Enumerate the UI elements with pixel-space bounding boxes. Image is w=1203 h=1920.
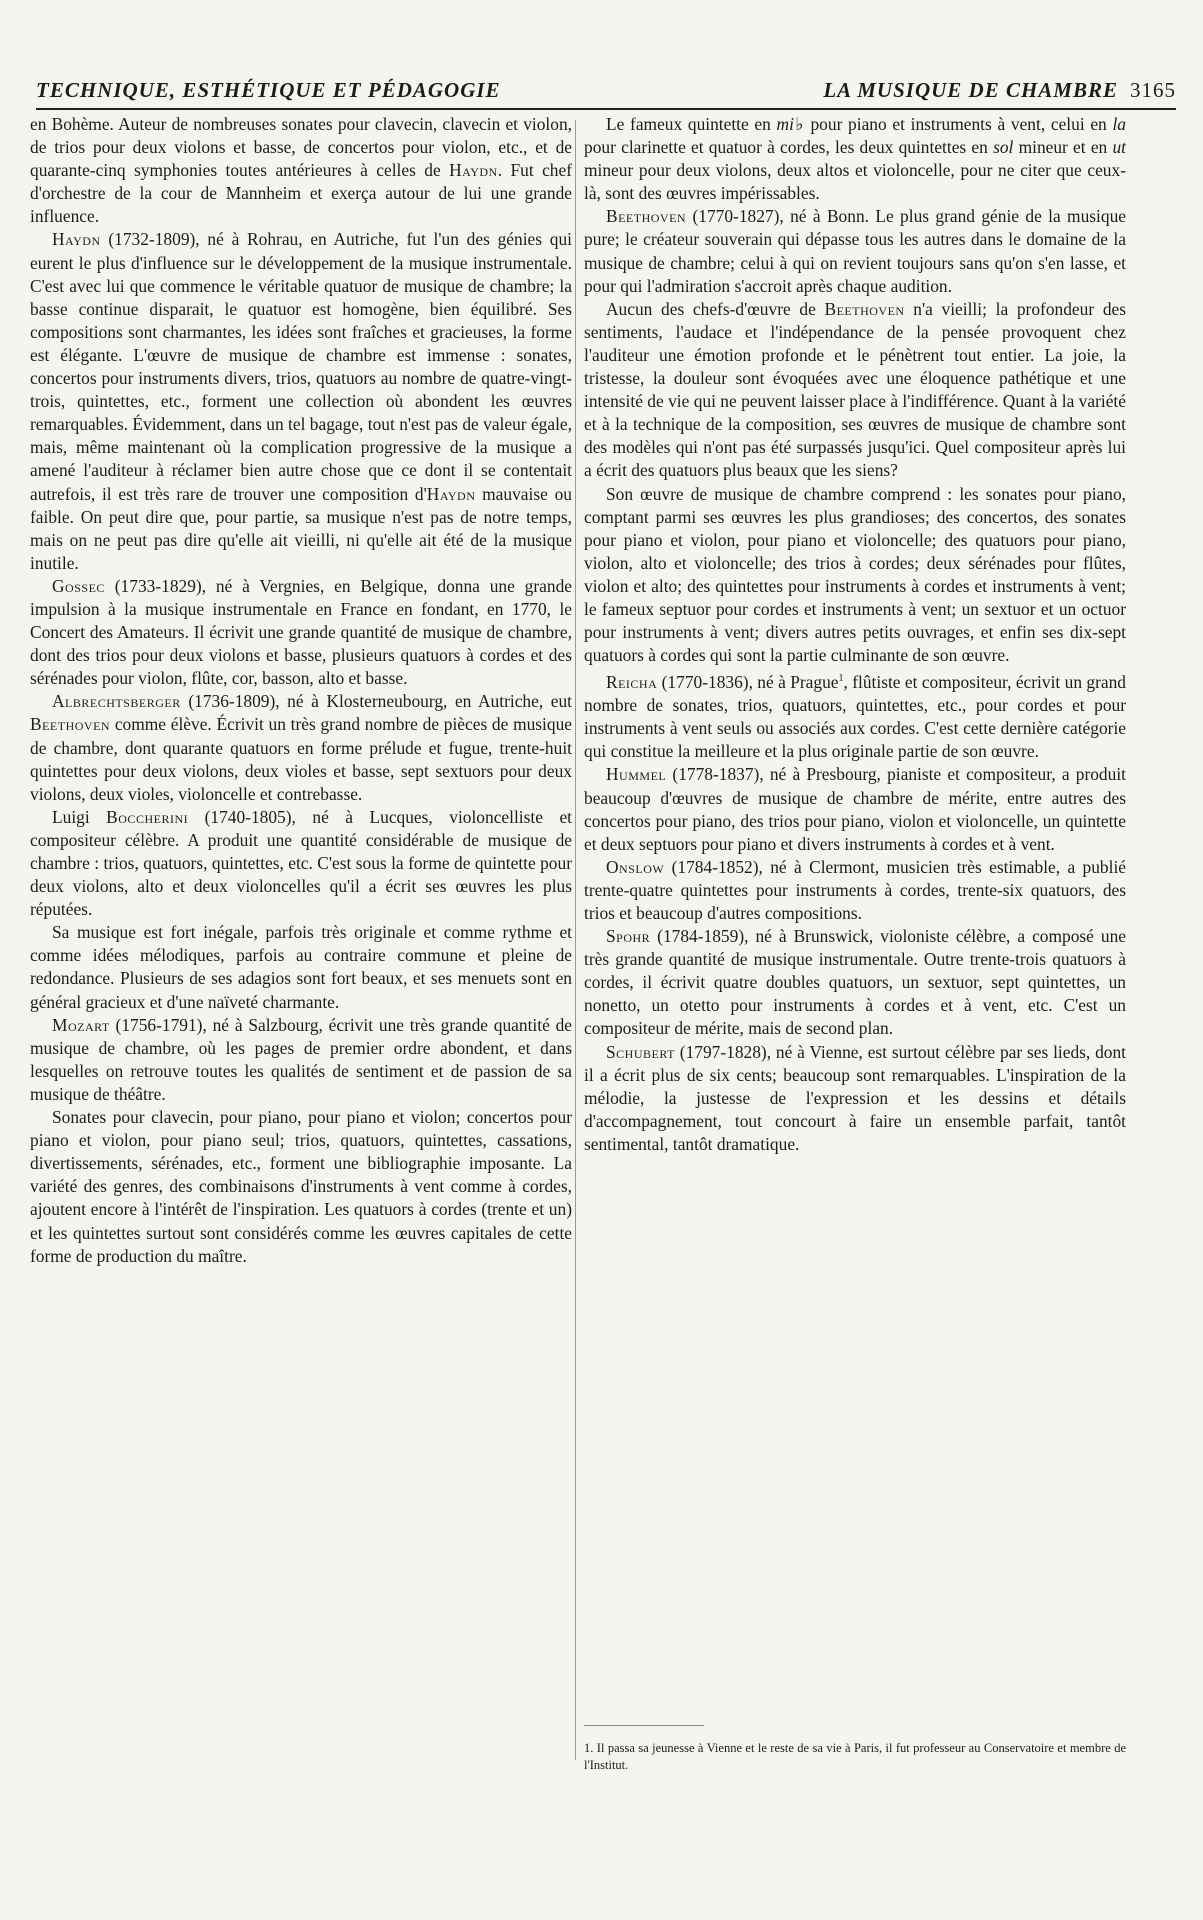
text-run: (1797-1828), né à Vienne, est surtout célèbre par ses lieds, dont il a écrit plus de six cents; beaucoup sont remarquables. L'inspiration de la mélodie, la justesse de l'expression et les dessins et détails d'accompagnement, tout concourt à faire un ensemble parfait, tantôt sentimental, tantôt dramatique. bbox=[584, 1041, 1126, 1154]
text-run: (1770-1836), né à Prague bbox=[657, 672, 839, 693]
composer-name: Beethoven bbox=[606, 206, 687, 227]
text-run: (1736-1809), né à Klosterneubourg, en Autriche, eut bbox=[180, 691, 572, 712]
header-right-title: LA MUSIQUE DE CHAMBRE bbox=[823, 78, 1118, 102]
composer-name: Schubert bbox=[606, 1041, 675, 1062]
left-column bbox=[30, 113, 572, 1268]
footnote bbox=[584, 1740, 1126, 1774]
running-header bbox=[36, 74, 1176, 110]
footnote-ref: 1 bbox=[838, 673, 844, 685]
text-run: mauvaise ou faible. On peut dire que, pour partie, sa musique n'est pas de notre temps, mais on ne peut pas dire qu'elle ait vieilli, ni qu'elle ait été de la musique inutile. bbox=[30, 483, 572, 573]
text-run: , flûtiste et compositeur, écrivit un grand nombre de sonates, trios, quatuors, quintettes, etc., pour cordes et pour instruments à vent seuls ou associés aux cordes. C'est cette dernière catégorie qui constitue la meilleure et la plus originale partie de son œuvre. bbox=[584, 672, 1126, 762]
text-run: (1732-1809), né à Rohrau, en Autriche, fut l'un des génies qui eurent le plus d'influence sur le développement de la musique instrumentale. C'est avec lui que commence le véritable quatuor de musique de chambre; la basse continue disparait, le quatuor est homogène, bien équilibré. Ses compositions sont charmantes, les idées sont fraîches et gracieuses, la forme est élégante. L'œuvre de musique de chambre est immense : sonates, concertos pour instruments divers, trios, quatuors au nombre de quatre-vingt-trois, quintettes, etc., forment une collection où abondent les œuvres remarquables. Évidemment, dans un tel bagage, tout n'est pas de valeur égale, mais, même maintenant où la complication progressive de la musique a amené l'auditeur à réclamer bien autre chose que ce dont il se contentait autrefois, il est très rare de trouver une composition d' bbox=[30, 229, 572, 504]
paragraph-hummel bbox=[584, 763, 1126, 855]
paragraph-reicha bbox=[584, 667, 1126, 763]
composer-name: Reicha bbox=[606, 672, 658, 693]
text-run: Le fameux quintette en bbox=[606, 114, 777, 134]
paragraph-gossec bbox=[30, 575, 572, 690]
header-right-group bbox=[823, 78, 1176, 103]
paragraph-mozart-2: Sonates pour clavecin, pour piano, pour piano et violon; concertos pour piano et violon, pour piano seul; trios, quatuors, quintettes, cassations, divertissements, sérénades, etc., forment une bibliographie imposante. La variété des genres, des combinaisons d'instruments à vent comme à cordes, ajoutent encore à l'intérêt de l'inspiration. Les quatuors à cordes (trente et un) et les quintettes surtout sont considérés comme les œuvres capitales de cette forme de production du maître. bbox=[30, 1107, 572, 1266]
text-run: en Bohème. Auteur de nombreuses sonates pour clavecin, clavecin et violon, de trios pour deux violons et basse, de concertos pour violon, etc., et de quarante-cinq symphonies toutes antérieures à celles de bbox=[30, 114, 572, 181]
composer-name: Spohr bbox=[606, 926, 651, 947]
text-run: mi♭ bbox=[776, 114, 805, 134]
right-column bbox=[584, 113, 1126, 1156]
text-run: (1778-1837), né à Presbourg, pianiste et compositeur, a produit beaucoup d'œuvres de musique de chambre de mérite, entre autres des concertos pour piano, des trios pour piano, violon et violoncelle, un quintette et deux septuors pour piano et divers instruments à cordes et à vent. bbox=[584, 764, 1126, 854]
composer-name: Haydn bbox=[449, 160, 498, 181]
text-run: (1784-1859), né à Brunswick, violoniste célèbre, a composé une très grande quantité de musique instrumentale. Outre trente-trois quatuors à cordes, il écrivit quatre doubles quatuors, un sextuor, sept quintettes, un nonetto, un otetto pour instruments à cordes et à vent, etc. C'est un compositeur de mérite, mais de second plan. bbox=[584, 926, 1126, 1039]
column-divider bbox=[575, 120, 576, 1760]
text-run: pour clarinette et quatuor à cordes, les deux quintettes en bbox=[584, 137, 994, 158]
page-number: 3165 bbox=[1130, 78, 1176, 102]
paragraph-boccherini bbox=[30, 806, 572, 921]
text-run: (1784-1852), né à Clermont, musicien très estimable, a publié trente-quatre quintettes pour instruments à cordes, trente-six quatuors, des trios et beaucoup d'autres compositions. bbox=[584, 856, 1126, 923]
composer-name: Hummel bbox=[606, 764, 667, 785]
composer-name: Albrechtsberger bbox=[52, 691, 181, 712]
paragraph-beethoven bbox=[584, 205, 1126, 297]
text-run: sol bbox=[993, 137, 1014, 158]
paragraph-schubert bbox=[584, 1041, 1126, 1156]
paragraph-spohr bbox=[584, 925, 1126, 1040]
text-run: Luigi bbox=[52, 806, 107, 827]
composer-name: Beethoven bbox=[30, 714, 111, 735]
text-run: n'a vieilli; la profondeur des sentiments, l'audace et l'indépendance de la pensée provoquent chez l'auditeur une émotion profonde et le pénètrent tout entier. La joie, la tristesse, la douleur sont évoquées avec une éloquence pathétique et une intensité de vie qui ne peuvent laisser place à l'indifférence. Quant à la variété et à la technique de la composition, ses œuvres de musique de chambre sont des modèles qui n'ont pas été surpassés jusqu'ici. Quel compositeur après lui a écrit des quatuors plus beaux que les siens? bbox=[584, 298, 1126, 481]
paragraph-mozart-quintets bbox=[584, 113, 1126, 205]
paragraph-boccherini-2: Sa musique est fort inégale, parfois très originale et comme rythme et comme idées mélodiques, parfois au contraire commune et pleine de redondance. Plusieurs de ses adagios sont fort beaux, et ses menuets sont en général gracieux et d'une naïveté charmante. bbox=[30, 922, 572, 1012]
composer-name: Mozart bbox=[52, 1014, 110, 1035]
text-run: (1733-1829), né à Vergnies, en Belgique, donna une grande impulsion à la musique instrumentale en France en fondant, en 1770, le Concert des Amateurs. Il écrivit une grande quantité de musique de chambre, dont des trios pour deux violons et basse, plusieurs quatuors à cordes et des sérénades pour violon, flûte, cor, basson, alto et basse. bbox=[30, 575, 572, 689]
text-run: (1740-1805), né à Lucques, violoncelliste et compositeur célèbre. A produit une quantité considérable de musique de chambre : trios, quatuors, quintettes, etc. C'est sous la forme de quintette pour deux violons, alto et deux violoncelles qu'il a écrit ses œuvres les plus réputées. bbox=[30, 806, 572, 920]
composer-name: Onslow bbox=[606, 856, 665, 877]
text-run: Aucun des chefs-d'œuvre de bbox=[606, 298, 825, 319]
text-run: pour piano et instruments à vent, celui en bbox=[804, 114, 1113, 134]
text-run: mineur et en bbox=[1013, 137, 1113, 158]
header-left-title: TECHNIQUE, ESTHÉTIQUE ET PÉDAGOGIE bbox=[36, 78, 501, 102]
text-run: comme élève. Écrivit un très grand nombre de pièces de musique de chambre, dont quarante quatuors en forme prélude et fugue, trente-huit quintettes pour deux violons, deux violes et basse, sept sextuors pour deux violons, deux violes, violoncelle et contrebasse. bbox=[30, 714, 572, 804]
paragraph-beethoven-3: Son œuvre de musique de chambre comprend : les sonates pour piano, comptant parmi ses œuvres les plus grandioses; des concertos, des sonates pour piano et violon, pour piano et violoncelle; des quatuors pour piano, violon, alto et violoncelle; des trios à cordes; deux sérénades pour flûtes, violon et alto; des quintettes pour instruments à cordes et instruments à vent; le fameux septuor pour cordes et instruments à vent; un sextuor et un octuor pour instruments à vent; divers autres petits ouvrages, et enfin ses dix-sept quatuors à cordes qui sont la partie culminante de son œuvre. bbox=[584, 483, 1126, 666]
paragraph-albrechtsberger bbox=[30, 690, 572, 805]
text-run: (1756-1791), né à Salzbourg, écrivit une très grande quantité de musique de chambre, où les pages de premier ordre abondent, et dans lesquelles on retrouve toutes les qualités de sentiment et de passion de sa musique de théâtre. bbox=[30, 1014, 572, 1104]
text-run: . Fut chef d'orchestre de la cour de Mannheim et exerça autour de lui une grande influence. bbox=[30, 160, 572, 227]
footnote-text: Il passa sa jeunesse à Vienne et le reste de sa vie à Paris, il fut professeur au Conservatoire et membre de l'Institut. bbox=[584, 1741, 1126, 1772]
text-run: la bbox=[1112, 114, 1126, 134]
paragraph-mozart bbox=[30, 1014, 572, 1106]
paragraph-bohemia bbox=[30, 113, 572, 228]
composer-name: Gossec bbox=[52, 575, 105, 596]
text-run: mineur pour deux violons, deux altos et violoncelle, pour ne citer que ceux-là, sont des œuvres impérissables. bbox=[584, 160, 1126, 204]
composer-name: Haydn bbox=[52, 229, 101, 250]
composer-name: Boccherini bbox=[106, 806, 189, 827]
text-run: (1770-1827), né à Bonn. Le plus grand génie de la musique pure; le créateur souverain qui dépasse tous les autres dans le domaine de la musique de chambre; celui à qui on revient toujours sans qu'on s'en lasse, et pour qui l'admiration s'accroit après chaque audition. bbox=[584, 206, 1126, 296]
footnote-marker: 1. bbox=[584, 1741, 594, 1755]
composer-name: Haydn bbox=[426, 483, 476, 504]
text-run: ut bbox=[1112, 137, 1126, 158]
paragraph-onslow bbox=[584, 856, 1126, 925]
paragraph-haydn bbox=[30, 228, 572, 574]
footnote-rule bbox=[584, 1725, 704, 1726]
paragraph-beethoven-2 bbox=[584, 298, 1126, 483]
composer-name: Beethoven bbox=[824, 298, 905, 319]
